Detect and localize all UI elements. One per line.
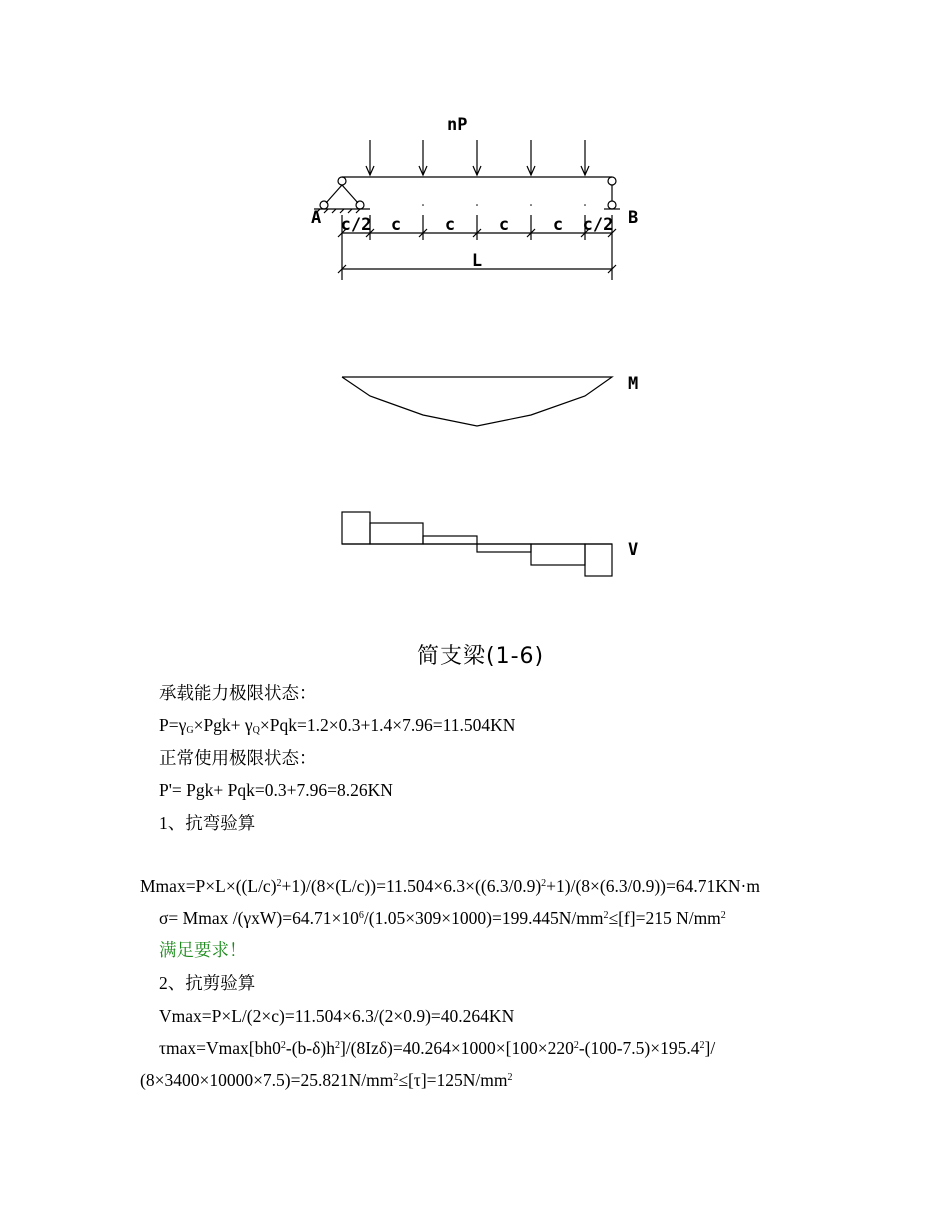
heading-bending-check: 1、抗弯验算 [159, 813, 256, 833]
load-label: nP [447, 115, 468, 135]
figure-caption: 简支梁(1-6) [417, 644, 545, 669]
formula-p-design: $P=\gamma_G\times Pgk+ \gamma_Q\times Pqk=1.2\times 0.3+1.4\times 7.96=11.504KN$ [159, 715, 516, 736]
moment-label: M [628, 374, 639, 394]
dim-label: c [552, 215, 564, 235]
dimension-line-segments [338, 215, 616, 240]
bending-result: 满足要求！ [159, 940, 247, 960]
dim-label: c/2 [340, 215, 372, 235]
formula-p-service: P'= Pgk+ Pqk=0.3+7.96=8.26KN [159, 780, 393, 800]
support-b-symbol [604, 177, 620, 209]
span-label: L [471, 251, 483, 271]
formula-sigma: σ= Mmax $/(\gamma xW)=64.71\times 10^6/(1.05\times 309\times 1000)=199.445N/mm^2\le[f]=215$ $N/mm^2$ [159, 908, 726, 928]
dim-label: c [444, 215, 456, 235]
moment-diagram [342, 377, 612, 426]
shear-label: V [628, 540, 639, 560]
formula-tau-line2: $(8\times 3400\times 10000\times 7.5)=25.821N/mm^2\le[\tau]=125N/mm^2$ [140, 1070, 513, 1090]
support-a-label: A [311, 208, 322, 228]
load-arrows [366, 140, 589, 175]
dim-label: c [390, 215, 402, 235]
heading-shear-check: 2、抗剪验算 [159, 973, 256, 993]
dim-label: c/2 [582, 215, 614, 235]
support-b-label: B [628, 208, 639, 228]
section-heading-ultimate: 承载能力极限状态： [159, 683, 317, 703]
support-a-symbol [314, 177, 370, 213]
section-heading-serviceability: 正常使用极限状态： [159, 748, 317, 768]
dim-label: c [498, 215, 510, 235]
formula-mmax: $Mmax=P\times L\times((L/c)^2+1)/(8\times(L/c))=11.504\times 6.3\times((6.3/0.9)^2+1)/(8\times(6.3/0.9))=64.71KN\cdot m$ [140, 876, 760, 896]
formula-vmax: Vmax=P×L/(2×c)=11.504×6.3/(2×0.9)=40.264KN [159, 1006, 515, 1026]
formula-tau-line1: $\tau\max=Vmax[bh0^2-(b-\delta)h^2]/(8Iz\delta)=40.264\times 1000\times[100\times 220^2-(100-7.5)\times 195.4^2]/$ [159, 1038, 716, 1058]
shear-diagram [342, 512, 612, 576]
